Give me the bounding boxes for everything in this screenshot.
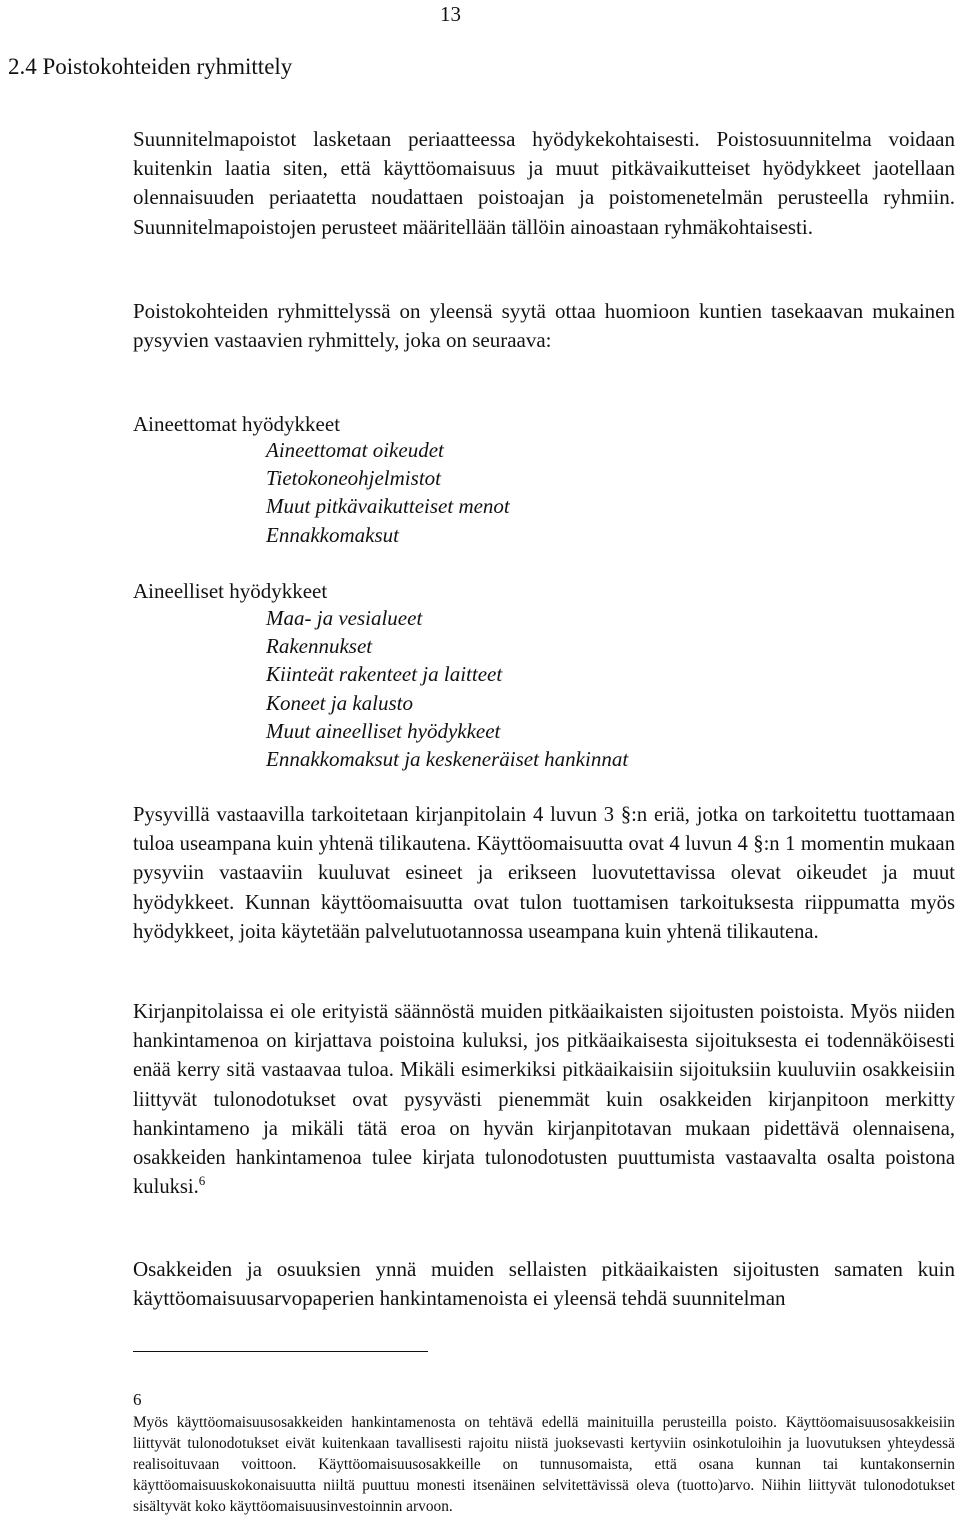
section-heading: 2.4 Poistokohteiden ryhmittely: [8, 54, 293, 79]
footnote-number: 6: [133, 1390, 142, 1409]
list-item: Tietokoneohjelmistot: [266, 466, 441, 491]
list-item: Kiinteät rakenteet ja laitteet: [266, 662, 503, 687]
category-tangible-list: [266, 604, 628, 773]
footnote-divider: [133, 1351, 428, 1352]
category-intangible-title: Aineettomat hyödykkeet: [133, 412, 341, 436]
list-item: Ennakkomaksut ja keskeneräiset hankinnat: [266, 747, 629, 772]
list-item: Koneet ja kalusto: [266, 690, 413, 715]
paragraph-long-term-investments-text: Kirjanpitolaissa ei ole erityistä säännöstä muiden pitkäaikaisten sijoitusten poistoista. Myös niiden hankintamenoa on kirjattava poistoina kuluksi, jos pitkäaikaisesta sijoituksesta ei todennäköisesti enää kerry sitä vastaavaa tuloa. Mikäli esimerkiksi pitkäaikaisiin sijoituksiin kuuluviin osakkeisiin liittyvät tulonodotukset ovat pysyvästi pienemmät kuin osakkeiden kirjanpitoon merkitty hankintameno ja mikäli tätä eroa on hyvän kirjanpitotavan mukaan pidettävä olennaisena, osakkeiden hankintamenoa tulee kirjata tulonodotusten puuttumista vastaavalta osalta poistona kuluksi.: [133, 1001, 955, 1199]
list-item: Aineettomat oikeudet: [266, 438, 444, 462]
footnote-text: Myös käyttöomaisuusosakkeiden hankintamenosta on tehtävä edellä mainituilla perusteilla poisto. Käyttöomaisuusosakkeisiin liittyvät tulonodotukset eivät kuitenkaan tavallisesti rajoitu niistä juoksevasti kertyviin osinkotuloihin ja luovutuksen yhteydessä realisoituvaan voittoon. Käyttöomaisuusosakkeille on tunnusomaista, että osana kunnan tai kuntakonsernin käyttöomaisuuskokonaisuutta niiltä puuttuu monesti itsenäinen selvitettävissä oleva (tuotto)arvo. Niihin liittyvät tulonodotukset sisältyvät koko käyttöomaisuusinvestoinnin arvoon.: [133, 1414, 955, 1515]
list-item: Rakennukset: [266, 634, 373, 659]
category-tangible-title: Aineelliset hyödykkeet: [133, 579, 328, 603]
paragraph-grouping: Poistokohteiden ryhmittelyssä on yleensä syytä ottaa huomioon kuntien tasekaavan mukainen pysyvien vastaavien ryhmittely, joka on seuraava:: [133, 299, 955, 353]
paragraph-fixed-assets: Pysyvillä vastaavilla tarkoitetaan kirjanpitolain 4 luvun 3 §:n eriä, jotka on tarkoitettu tuottamaan tuloa useampana kuin yhtenä tilikautena. Käyttöomaisuutta ovat 4 luvun 4 §:n 1 momentin mukaan pysyviin vastaaviin kuuluvat esineet ja erikseen luovutettavissa olevat oikeudet ja muut hyödykkeet. Kunnan käyttöomaisuutta ovat tulon tuottamisen tarkoituksesta riippumatta myös hyödykkeet, joita käytetään palvelutuotannossa useampana kuin yhtenä tilikautena.: [133, 804, 955, 943]
paragraph-depreciation-plan: Suunnitelmapoistot lasketaan periaatteessa hyödykekohtaisesti. Poistosuunnitelma voidaan kuitenkin laatia siten, että käyttöomaisuus ja muut pitkävaikutteiset hyödykkeet jaotellaan olennaisuuden periaatetta noudattaen poistoajan ja poistomenetelmän perusteella ryhmiin. Suunnitelmapoistojen perusteet määritellään tällöin ainoastaan ryhmäkohtaisesti.: [133, 127, 955, 239]
page-number: 13: [440, 2, 461, 26]
footnote-reference[interactable]: 6: [198, 1173, 206, 1189]
list-item: Ennakkomaksut: [266, 522, 399, 547]
paragraph-long-term-investments: [133, 998, 955, 1202]
list-item: Muut aineelliset hyödykkeet: [266, 718, 501, 743]
category-intangible-list: [266, 436, 510, 549]
list-item: Maa- ja vesialueet: [266, 606, 423, 630]
paragraph-shares: Osakkeiden ja osuuksien ynnä muiden sellaisten pitkäaikaisten sijoitusten samaten kuin käyttöomaisuusarvopaperien hankintamenoista ei yleensä tehdä suunnitelman: [133, 1257, 955, 1311]
list-item: Muut pitkävaikutteiset menot: [266, 494, 510, 519]
